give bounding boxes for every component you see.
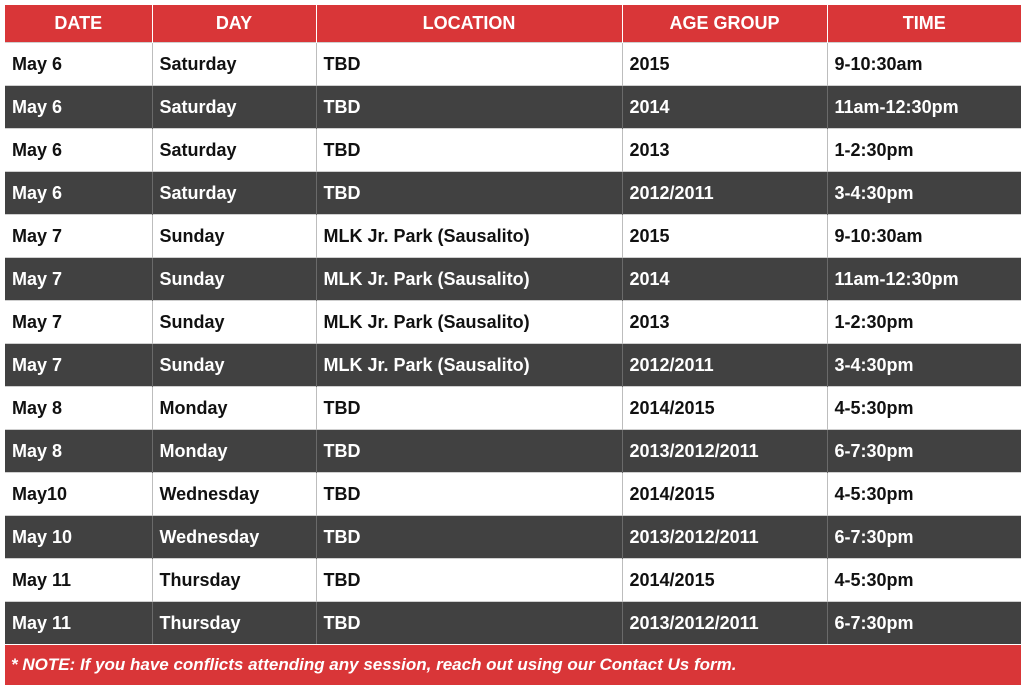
age-group-cell: 2014/2015 (622, 387, 827, 430)
location-cell: MLK Jr. Park (Sausalito) (316, 301, 622, 344)
location-cell: MLK Jr. Park (Sausalito) (316, 344, 622, 387)
column-header-location: LOCATION (316, 5, 622, 43)
location-cell: TBD (316, 86, 622, 129)
time-cell: 6-7:30pm (827, 516, 1021, 559)
time-cell: 11am-12:30pm (827, 86, 1021, 129)
day-cell: Saturday (152, 172, 316, 215)
table-row (5, 387, 1021, 430)
time-cell: 4-5:30pm (827, 559, 1021, 602)
age-group-cell: 2014 (622, 258, 827, 301)
location-cell: TBD (316, 473, 622, 516)
table-row (5, 559, 1021, 602)
column-header-date: DATE (5, 5, 152, 43)
table-row (5, 473, 1021, 516)
date-cell: May 11 (5, 602, 152, 645)
time-cell: 4-5:30pm (827, 473, 1021, 516)
table-row (5, 258, 1021, 301)
table-row (5, 86, 1021, 129)
day-cell: Saturday (152, 129, 316, 172)
day-cell: Sunday (152, 215, 316, 258)
location-cell: TBD (316, 43, 622, 86)
date-cell: May 6 (5, 43, 152, 86)
age-group-cell: 2014/2015 (622, 559, 827, 602)
age-group-cell: 2013/2012/2011 (622, 602, 827, 645)
age-group-cell: 2015 (622, 43, 827, 86)
location-cell: TBD (316, 516, 622, 559)
table-row (5, 215, 1021, 258)
date-cell: May 7 (5, 215, 152, 258)
location-cell: TBD (316, 172, 622, 215)
time-cell: 6-7:30pm (827, 602, 1021, 645)
date-cell: May 8 (5, 430, 152, 473)
age-group-cell: 2014 (622, 86, 827, 129)
time-cell: 9-10:30am (827, 43, 1021, 86)
day-cell: Wednesday (152, 516, 316, 559)
location-cell: MLK Jr. Park (Sausalito) (316, 258, 622, 301)
column-header-day: DAY (152, 5, 316, 43)
age-group-cell: 2013/2012/2011 (622, 430, 827, 473)
table-row (5, 344, 1021, 387)
time-cell: 4-5:30pm (827, 387, 1021, 430)
day-cell: Sunday (152, 301, 316, 344)
age-group-cell: 2013/2012/2011 (622, 516, 827, 559)
date-cell: May 8 (5, 387, 152, 430)
day-cell: Wednesday (152, 473, 316, 516)
location-cell: TBD (316, 387, 622, 430)
date-cell: May 7 (5, 301, 152, 344)
time-cell: 11am-12:30pm (827, 258, 1021, 301)
day-cell: Saturday (152, 43, 316, 86)
time-cell: 6-7:30pm (827, 430, 1021, 473)
time-cell: 3-4:30pm (827, 344, 1021, 387)
table-row (5, 602, 1021, 645)
age-group-cell: 2014/2015 (622, 473, 827, 516)
date-cell: May 6 (5, 129, 152, 172)
age-group-cell: 2013 (622, 129, 827, 172)
day-cell: Saturday (152, 86, 316, 129)
note-banner: * NOTE: If you have conflicts attending any session, reach out using our Contact Us form. (5, 645, 1021, 685)
day-cell: Thursday (152, 559, 316, 602)
header-row (5, 5, 1021, 43)
age-group-cell: 2012/2011 (622, 344, 827, 387)
table-row (5, 430, 1021, 473)
age-group-cell: 2015 (622, 215, 827, 258)
date-cell: May 7 (5, 344, 152, 387)
location-cell: TBD (316, 559, 622, 602)
day-cell: Monday (152, 430, 316, 473)
age-group-cell: 2013 (622, 301, 827, 344)
day-cell: Monday (152, 387, 316, 430)
location-cell: TBD (316, 602, 622, 645)
column-header-age-group: AGE GROUP (622, 5, 827, 43)
time-cell: 9-10:30am (827, 215, 1021, 258)
table-row (5, 129, 1021, 172)
date-cell: May 6 (5, 86, 152, 129)
date-cell: May 10 (5, 516, 152, 559)
table-row (5, 172, 1021, 215)
table-header (5, 5, 1021, 43)
time-cell: 1-2:30pm (827, 129, 1021, 172)
location-cell: MLK Jr. Park (Sausalito) (316, 215, 622, 258)
day-cell: Sunday (152, 344, 316, 387)
table-row (5, 301, 1021, 344)
age-group-cell: 2012/2011 (622, 172, 827, 215)
table-row (5, 516, 1021, 559)
location-cell: TBD (316, 129, 622, 172)
table-row (5, 43, 1021, 86)
day-cell: Thursday (152, 602, 316, 645)
location-cell: TBD (316, 430, 622, 473)
table-body (5, 43, 1021, 645)
time-cell: 3-4:30pm (827, 172, 1021, 215)
date-cell: May 7 (5, 258, 152, 301)
day-cell: Sunday (152, 258, 316, 301)
time-cell: 1-2:30pm (827, 301, 1021, 344)
schedule-container (5, 5, 1021, 687)
date-cell: May10 (5, 473, 152, 516)
date-cell: May 11 (5, 559, 152, 602)
date-cell: May 6 (5, 172, 152, 215)
column-header-time: TIME (827, 5, 1021, 43)
schedule-table (5, 5, 1021, 644)
